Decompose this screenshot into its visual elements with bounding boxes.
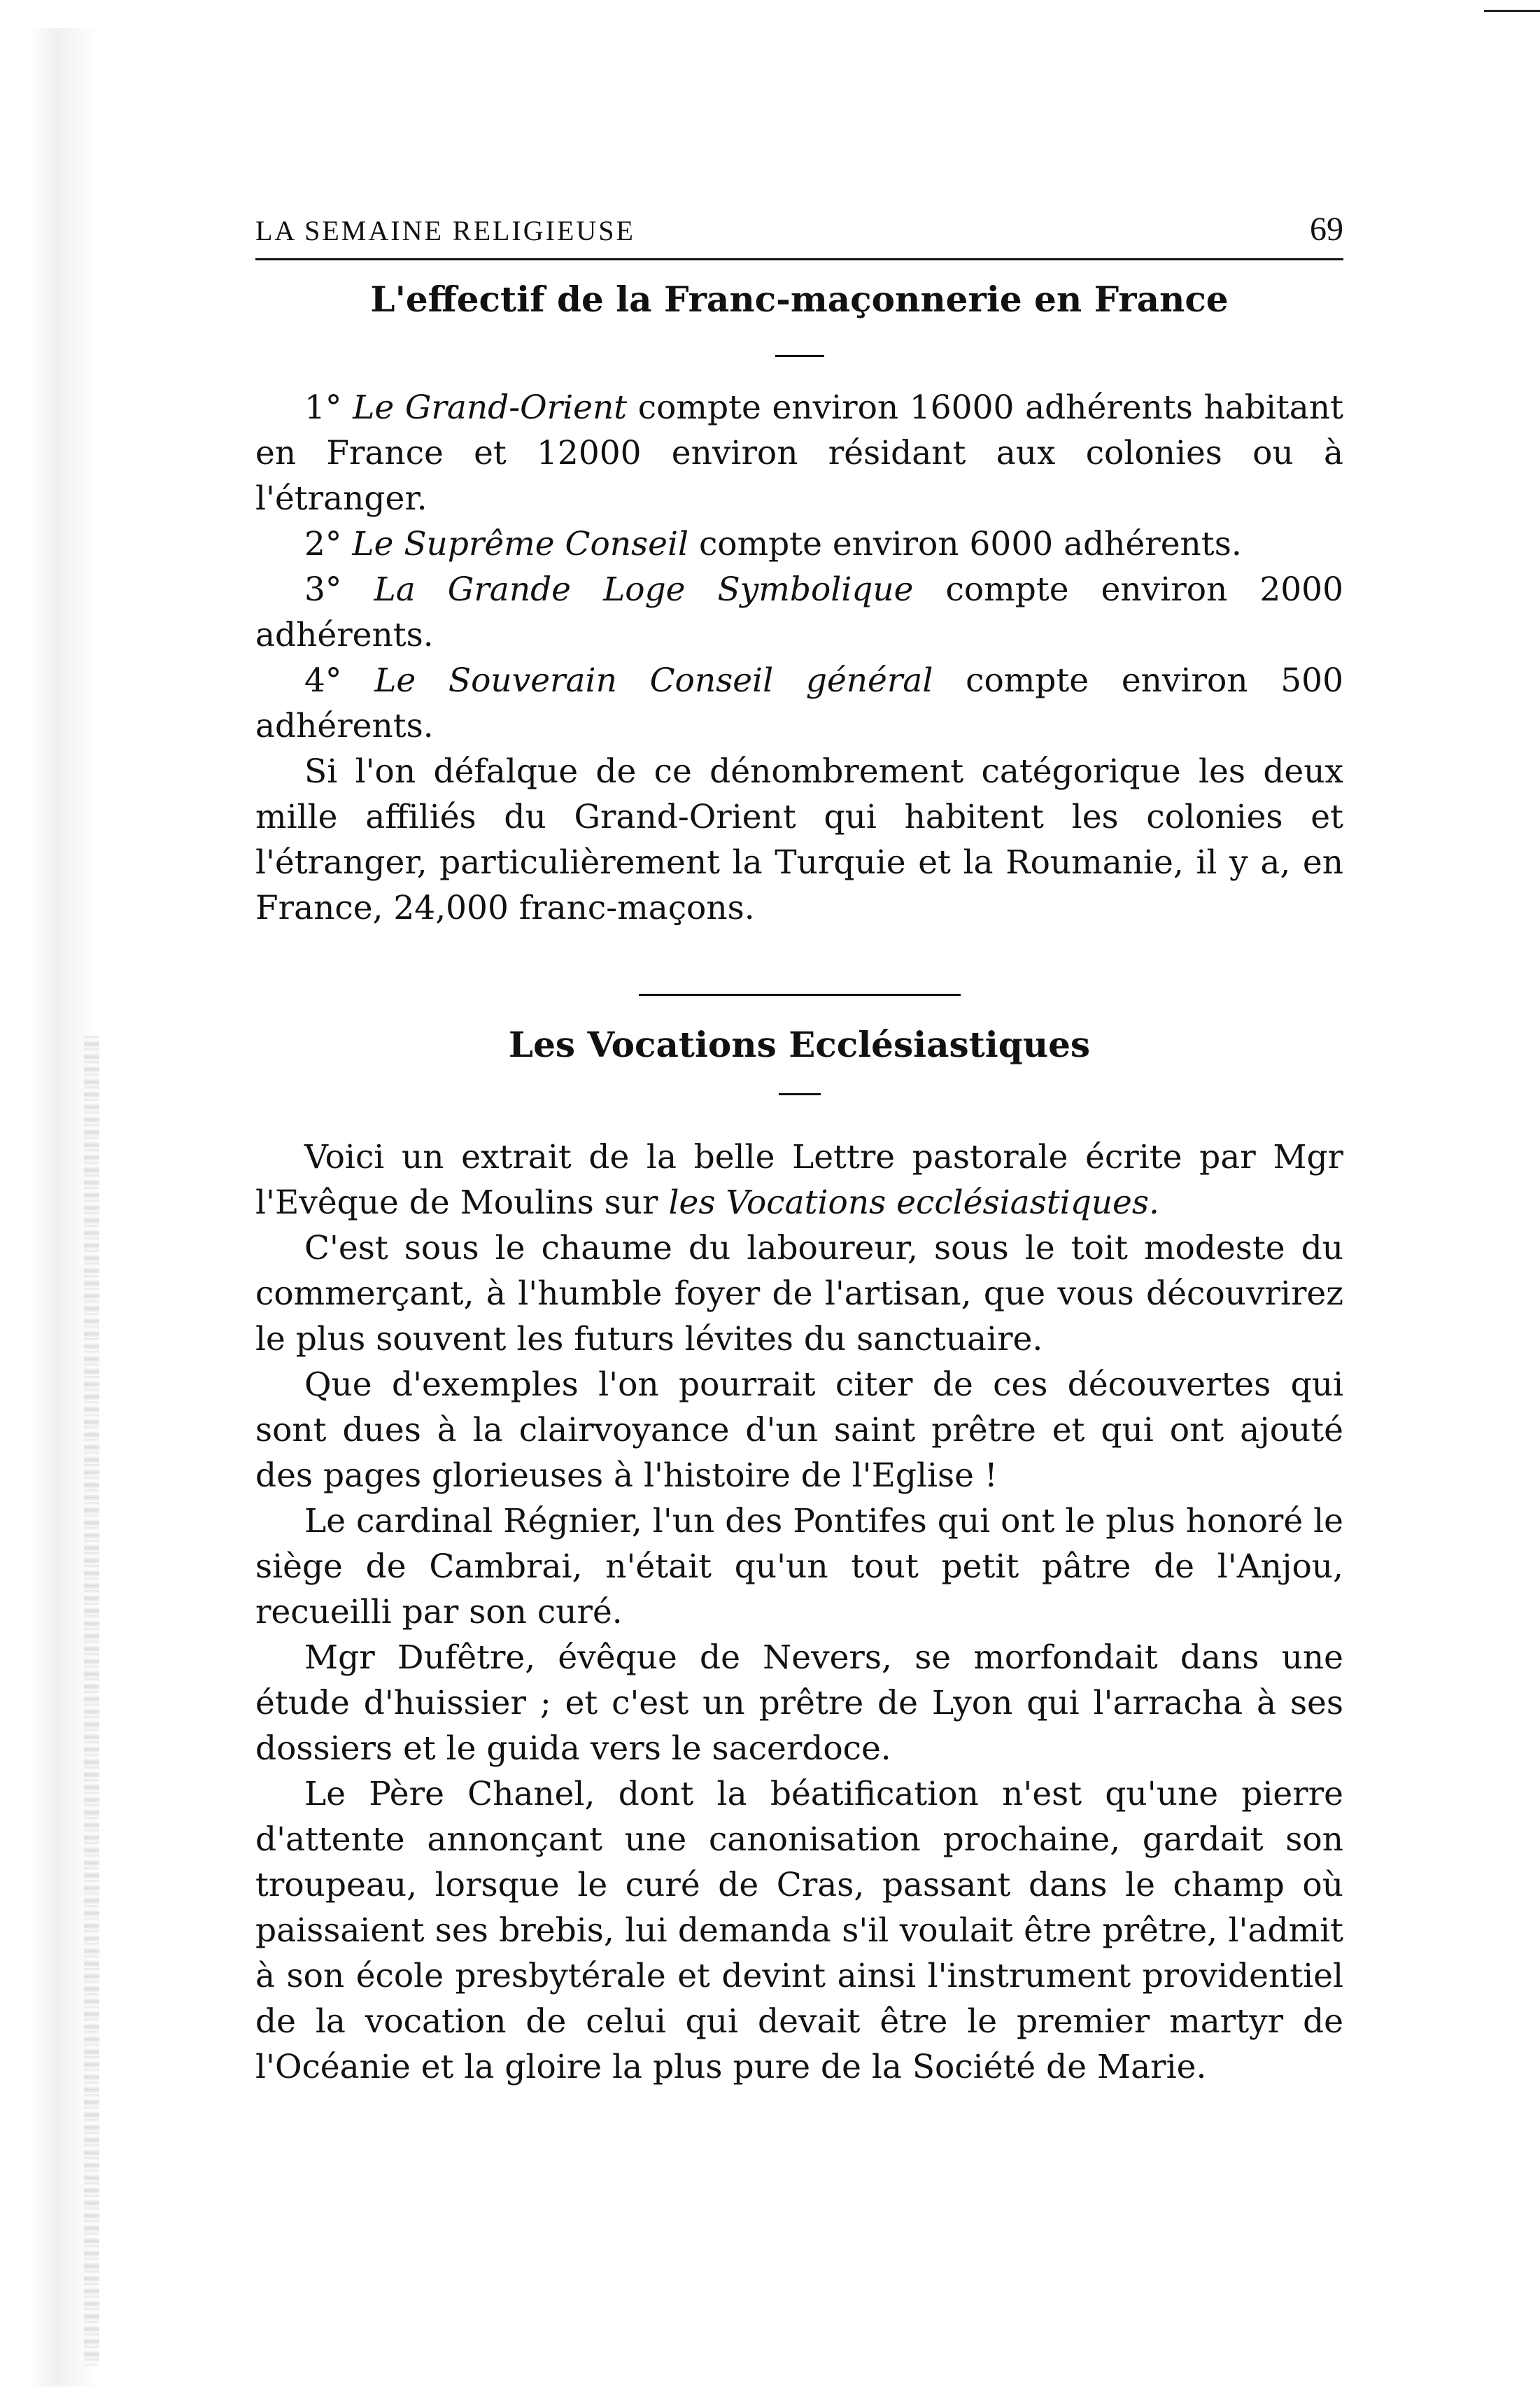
running-header [255, 210, 1343, 260]
document-page [255, 210, 1343, 2090]
section1-conclusion: Si l'on défalque de ce dénombrement catégorique les deux mille affiliés du Grand-Orient qui habitent les colonies et l'étranger, particulièrement la Turquie et la Roumanie, il y a, en France, 24,000 franc-maçons. [255, 752, 1343, 927]
title-separator [775, 355, 824, 357]
section2-title: Les Vocations Ecclésiastiques [508, 1024, 1091, 1065]
list-item: 2° Le Suprême Conseil compte environ 6000 adhérents. [304, 525, 1242, 563]
running-title: LA SEMAINE RELIGIEUSE [255, 215, 635, 246]
paragraph: Que d'exemples l'on pourrait citer de ces découvertes qui sont dues à la clairvoyance d'un saint prêtre et qui ont ajouté des pages glorieuses à l'histoire de l'Eglise ! [255, 1365, 1343, 1495]
paragraph: Le cardinal Régnier, l'un des Pontifes qui ont le plus honoré le siège de Cambrai, n'était qu'un tout petit pâtre de l'Anjou, recueilli par son curé. [255, 1502, 1343, 1631]
paragraph: Le Père Chanel, dont la béatification n'est qu'une pierre d'attente annonçant une canonisation prochaine, gardait son troupeau, lorsque le curé de Cras, passant dans le champ où paissaient ses brebis, lui demanda s'il voulait être prêtre, l'admit à son école presbytérale et devint ainsi l'instrument providentiel de la vocation de celui qui devait être le premier martyr de l'Océanie et la gloire la plus pure de la Société de Marie. [255, 1775, 1343, 2086]
title-separator [779, 1093, 821, 1095]
list-item: 1° Le Grand-Orient compte environ 16000 adhérents habitant en France et 12000 environ résidant aux colonies ou à l'étranger. [255, 388, 1343, 518]
list-item: 4° Le Souverain Conseil général compte environ 500 adhérents. [255, 661, 1343, 745]
scan-corner-mark [1484, 10, 1540, 12]
section1-title: L'effectif de la Franc-maçonnerie en France [370, 279, 1229, 320]
paragraph: Mgr Dufêtre, évêque de Nevers, se morfondait dans une étude d'huissier ; et c'est un prêtre de Lyon qui l'arracha à ses dossiers et le guida vers le sacerdoce. [255, 1638, 1343, 1768]
paragraph: C'est sous le chaume du laboureur, sous le toit modeste du commerçant, à l'humble foyer de l'artisan, que vous découvrirez le plus souvent les futurs lévites du sanctuaire. [255, 1229, 1343, 1358]
page-number: 69 [1310, 211, 1343, 248]
list-item: 3° La Grande Loge Symbolique compte environ 2000 adhérents. [255, 570, 1343, 654]
section2-intro: Voici un extrait de la belle Lettre pastorale écrite par Mgr l'Evêque de Moulins sur les Vocations ecclésiastiques. [255, 1138, 1343, 1222]
section-divider [639, 994, 961, 996]
scan-binding-edge [84, 1036, 99, 2366]
